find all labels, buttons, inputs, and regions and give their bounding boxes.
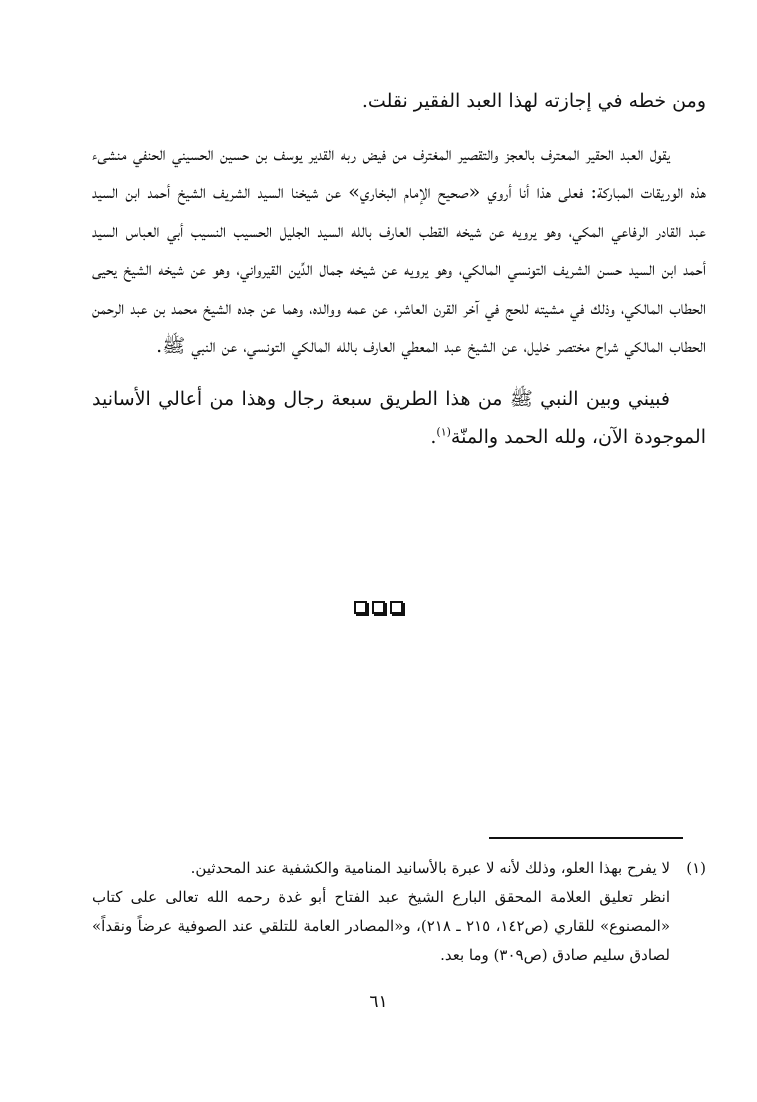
footnote-divider xyxy=(489,837,683,839)
paragraph-isnad: يقول العبد الحقير المعترف بالعجز والتقصير المغترف من فيض ربه القدير يوسف بن حسين الحسيني الحنفي منشىء هذه الوريقات المباركة: فعلى هذا أنا أروي «صحيح الإمام البخاري» عن شيخنا السيد الشريف الشيخ أحمد ابن السيد عبد القادر الرفاعي المكي، وهو يرويه عن شيخه القطب العارف بالله السيد الجليل الحسيب النسيب أبي العباس السيد أحمد ابن السيد حسن الشريف التونسي المالكي، وهو يرويه عن شيخه جمال الدِّين القيرواني، وهو عن شيخه الشيخ يحيى الحطاب المالكي، وذلك في مشيته للحج في آخر القرن العاشر، عن عمه ووالده، وهما عن جده الشيخ محمد بن عبد الرحمن الحطاب المالكي شراح مختصر خليل، عن الشيخ عبد المعطي العارف بالله المالكي التونسي، عن النبي ﷺ. xyxy=(92,142,706,357)
footnote-marker: (١) xyxy=(686,859,706,877)
paragraph-conclusion-end: . xyxy=(430,426,437,448)
footnote-text-1: لا يفرح بهذا العلو، وذلك لأنه لا عبرة بالأسانيد المنامية والكشفية عند المحدثين. xyxy=(190,859,670,877)
section-ornament xyxy=(0,601,757,614)
ornament-square-icon xyxy=(354,601,367,614)
main-text-block xyxy=(92,82,706,457)
footnote-text-2: انظر تعليق العلامة المحقق البارع الشيخ عبد الفتاح أبو غدة رحمه الله تعالى على كتاب «المصنوع» للقاري (ص١٤٢، ٢١٥ ـ ٢١٨)، و«المصادر العامة للتلقي عند الصوفية عرضاً ونقداً» لصادق سليم صادق (ص٣٠٩) وما بعد. xyxy=(92,888,671,964)
footnote-line xyxy=(92,854,706,883)
paragraph-intro: ومن خطه في إجازته لهذا العبد الفقير نقلت. xyxy=(361,90,706,112)
page-number: ٦١ xyxy=(369,992,388,1012)
footnote-reference[interactable]: (١) xyxy=(436,425,451,439)
ornament-square-icon xyxy=(372,601,385,614)
paragraph-conclusion-text: فبيني وبين النبي ﷺ من هذا الطريق سبعة رجال وهذا من أعالي الأسانيد الموجودة الآن، ولله الحمد والمنّة xyxy=(92,387,706,448)
ornament-square-icon xyxy=(390,601,403,614)
footnotes xyxy=(92,854,706,970)
paragraph-conclusion xyxy=(92,380,706,457)
